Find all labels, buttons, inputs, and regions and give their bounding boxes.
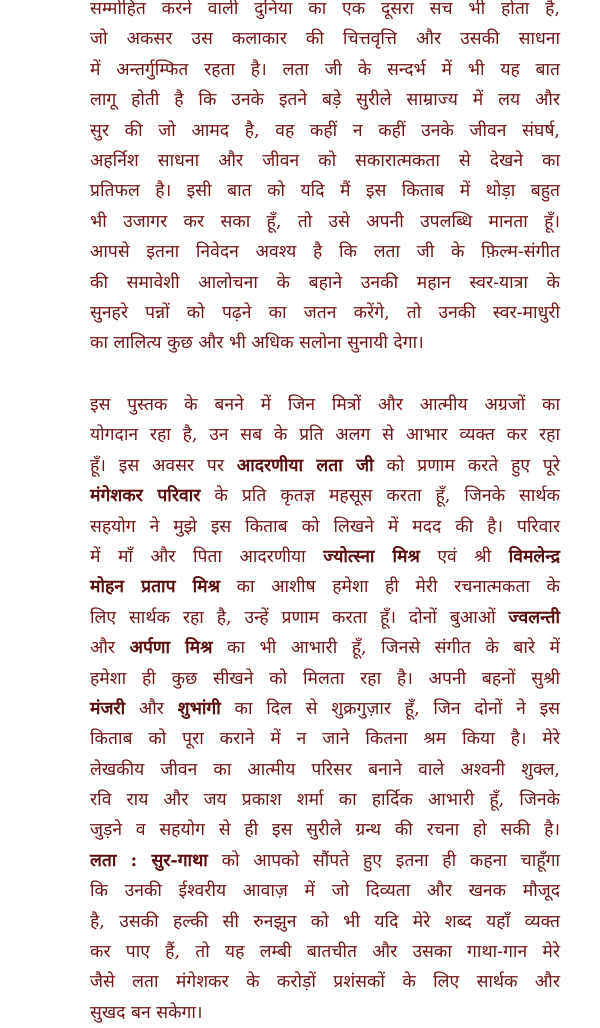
text-run: में अन्तर्गुम्फित रहता है। लता जी के सन्दर्भ में भी यह बात <box>90 59 560 80</box>
text-line <box>90 328 560 358</box>
text-run: है, उसकी हल्की सी रुनझुन को भी यदि मेरे शब्द यहाँ व्यक्त <box>90 911 560 932</box>
text-run: कर पाए हैं, तो यह लम्बी बातचीत और उसका गाथा-गान मेरे <box>90 942 560 963</box>
bold-name: मंगेशकर परिवार <box>90 486 201 507</box>
text-run: योगदान रहा है, उन सब के प्रति अलग से आभार व्यक्त कर रहा <box>90 425 560 446</box>
text-line <box>90 420 560 450</box>
text-line <box>90 876 560 906</box>
text-line <box>90 907 560 937</box>
text-run: का दिल से शुक्रगुज़ार हूँ, जिन दोनों ने इस <box>220 698 561 719</box>
text-line <box>90 24 560 54</box>
text-line <box>90 967 560 997</box>
text-run: रवि राय और जय प्रकाश शर्मा का हार्दिक आभारी हूँ, जिनके <box>90 790 560 811</box>
text-line <box>90 937 560 967</box>
text-line <box>90 633 560 663</box>
text-line <box>90 146 560 176</box>
text-line <box>90 207 560 237</box>
text-run: एवं श्री <box>419 546 509 567</box>
paragraph-2 <box>90 390 560 1028</box>
bold-name: आदरणीया लता जी <box>236 455 374 476</box>
text-line <box>90 390 560 420</box>
bold-name: शुभांगी <box>177 698 221 719</box>
bold-name: अर्पणा मिश्र <box>129 638 213 659</box>
text-run: और <box>90 638 130 659</box>
text-run: हमेशा ही कुछ सीखने को मिलता रहा है। अपनी बहनों सुश्री <box>90 668 560 689</box>
text-run: को प्रणाम करते हुए पूरे <box>373 455 560 476</box>
bold-name: विमलेन्द्र <box>508 546 560 567</box>
text-run: आपसे इतना निवेदन अवश्य है कि लता जी के फ़िल्म-संगीत <box>90 242 560 263</box>
text-line <box>90 85 560 115</box>
text-line <box>90 237 560 267</box>
text-line <box>90 0 560 24</box>
text-run: लेखकीय जीवन का आत्मीय परिसर बनाने वाले अश्वनी शुक्ल, <box>90 759 560 780</box>
paragraph-1 <box>90 0 560 359</box>
text-run: का लालित्य कुछ और भी अधिक सलोना सुनायी देगा। <box>90 333 424 354</box>
text-line <box>90 815 560 845</box>
text-line <box>90 664 560 694</box>
text-line <box>90 846 560 876</box>
text-line <box>90 268 560 298</box>
text-run: सुनहरे पन्नों को पढ़ने का जतन करेंगे, तो उनकी स्वर-माधुरी <box>90 302 560 323</box>
text-run: अहर्निश साधना और जीवन को सकारात्मकता से देखने का <box>90 150 560 171</box>
text-line <box>90 116 560 146</box>
text-line <box>90 55 560 85</box>
text-run: प्रतिफल है। इसी बात को यदि मैं इस किताब में थोड़ा बहुत <box>90 181 560 202</box>
text-line <box>90 785 560 815</box>
text-run: में माँ और पिता आदरणीया <box>90 546 324 567</box>
text-run: हूँ। इस अवसर पर <box>90 455 237 476</box>
text-run: जो अकसर उस कलाकार की चित्तवृत्ति और उसकी साधना <box>90 29 560 50</box>
text-run: और <box>125 698 178 719</box>
text-run: लिए सार्थक रहा है, उन्हें प्रणाम करता हूँ। दोनों बुआओं <box>90 607 509 628</box>
text-line <box>90 724 560 754</box>
bold-name: मंजरी <box>90 698 126 719</box>
text-run: की समावेशी आलोचना के बहाने उनकी महान स्वर-यात्रा के <box>90 272 560 293</box>
text-line <box>90 755 560 785</box>
text-run: इस पुस्तक के बनने में जिन मित्रों और आत्मीय अग्रजों का <box>90 395 560 415</box>
text-line <box>90 694 560 724</box>
text-run: को आपको सौंपते हुए इतना ही कहना चाहूँगा <box>207 850 560 871</box>
text-run: सुखद बन सकेगा। <box>90 1002 203 1023</box>
text-run: के प्रति कृतज्ञ महसूस करता हूँ, जिनके सार्थक <box>200 486 560 507</box>
text-run: सम्मोहित करने वाली दुनिया का एक दूसरा सच भी होता है, <box>90 0 560 19</box>
text-line <box>90 298 560 328</box>
text-run: सुर की जो आमद है, वह कहीं न कहीं उनके जीवन संघर्ष, <box>90 120 560 141</box>
text-run: कि उनकी ईश्वरीय आवाज़ में जो दिव्यता और खनक मौजूद <box>90 881 560 902</box>
bold-name: ज्वलन्ती <box>508 607 560 628</box>
text-run: सहयोग ने मुझे इस किताब को लिखने में मदद की है। परिवार <box>90 516 560 537</box>
text-run: का आशीष हमेशा ही मेरी रचनात्मकता के <box>220 577 560 598</box>
bold-name: ज्योत्स्ना मिश्र <box>323 546 420 567</box>
text-run: भी उजागर कर सका हूँ, तो उसे अपनी उपलब्धि मानता हूँ। <box>90 211 560 232</box>
bold-name: लता : सुर-गाथा <box>90 850 208 871</box>
text-run: का भी आभारी हूँ, जिनसे संगीत के बारे में <box>212 638 560 659</box>
text-run: लागू होती है कि उनके इतने बड़े सुरीले साम्राज्य में लय और <box>90 90 560 111</box>
text-line <box>90 512 560 542</box>
text-run: जैसे लता मंगेशकर के करोड़ों प्रशंसकों के लिए सार्थक और <box>90 972 560 993</box>
text-line <box>90 176 560 206</box>
text-line <box>90 481 560 511</box>
text-line <box>90 451 560 481</box>
bold-name: मोहन प्रताप मिश्र <box>90 577 221 598</box>
text-line <box>90 572 560 602</box>
text-run: जुड़ने व सहयोग से ही इस सुरीले ग्रन्थ की रचना हो सकी है। <box>90 820 560 841</box>
text-line <box>90 998 560 1028</box>
text-line <box>90 542 560 572</box>
text-line <box>90 603 560 633</box>
text-run: किताब को पूरा कराने में न जाने कितना श्रम किया है। मेरे <box>90 729 560 750</box>
